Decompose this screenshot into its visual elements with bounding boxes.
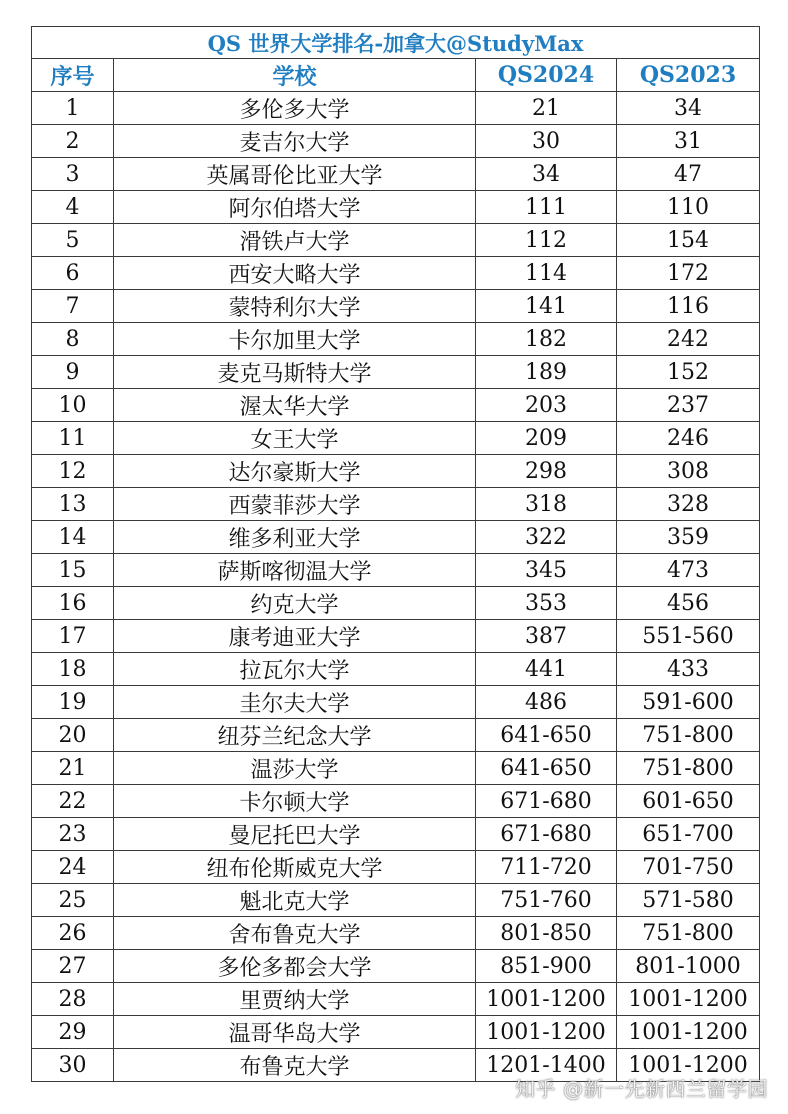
index-cell: 22 (32, 785, 114, 818)
index-cell: 18 (32, 653, 114, 686)
table-row (32, 554, 760, 587)
qs2023-cell: 34 (617, 92, 760, 125)
qs2024-cell: 801-850 (476, 917, 617, 950)
index-cell: 16 (32, 587, 114, 620)
qs2024-cell: 209 (476, 422, 617, 455)
qs2023-cell: 571-580 (617, 884, 760, 917)
index-cell: 14 (32, 521, 114, 554)
index-cell: 20 (32, 719, 114, 752)
qs2023-cell: 246 (617, 422, 760, 455)
qs2024-cell: 30 (476, 125, 617, 158)
qs2024-cell: 345 (476, 554, 617, 587)
index-cell: 3 (32, 158, 114, 191)
qs2024-cell: 189 (476, 356, 617, 389)
index-cell: 15 (32, 554, 114, 587)
qs2024-cell: 203 (476, 389, 617, 422)
qs2024-cell: 711-720 (476, 851, 617, 884)
index-cell: 30 (32, 1049, 114, 1082)
qs2024-cell: 318 (476, 488, 617, 521)
table-row (32, 224, 760, 257)
watermark: 知乎 @新一先新西兰留学园 (515, 1077, 768, 1101)
index-cell: 11 (32, 422, 114, 455)
table-row (32, 686, 760, 719)
qs2023-cell: 801-1000 (617, 950, 760, 983)
table-row (32, 455, 760, 488)
qs2023-cell: 701-750 (617, 851, 760, 884)
table-row (32, 356, 760, 389)
ranking-table (31, 26, 760, 1082)
qs2024-cell: 114 (476, 257, 617, 290)
qs2023-cell: 308 (617, 455, 760, 488)
school-cell: 里贾纳大学 (114, 983, 476, 1016)
table-row (32, 785, 760, 818)
table-row (32, 125, 760, 158)
qs2023-cell: 328 (617, 488, 760, 521)
school-cell: 布鲁克大学 (114, 1049, 476, 1082)
column-header-qs2023: QS2023 (617, 59, 760, 92)
school-cell: 约克大学 (114, 587, 476, 620)
school-cell: 拉瓦尔大学 (114, 653, 476, 686)
school-cell: 曼尼托巴大学 (114, 818, 476, 851)
qs2024-cell: 141 (476, 290, 617, 323)
table-row (32, 92, 760, 125)
qs2023-cell: 110 (617, 191, 760, 224)
qs2023-cell: 473 (617, 554, 760, 587)
qs2023-cell: 1001-1200 (617, 1049, 760, 1082)
qs2023-cell: 1001-1200 (617, 1016, 760, 1049)
school-cell: 萨斯喀彻温大学 (114, 554, 476, 587)
school-cell: 蒙特利尔大学 (114, 290, 476, 323)
school-cell: 温莎大学 (114, 752, 476, 785)
school-cell: 阿尔伯塔大学 (114, 191, 476, 224)
qs2023-cell: 237 (617, 389, 760, 422)
school-cell: 多伦多都会大学 (114, 950, 476, 983)
table-row (32, 422, 760, 455)
qs2023-cell: 591-600 (617, 686, 760, 719)
column-header-index: 序号 (32, 59, 114, 92)
school-cell: 舍布鲁克大学 (114, 917, 476, 950)
qs2024-cell: 353 (476, 587, 617, 620)
table-row (32, 323, 760, 356)
qs2023-cell: 172 (617, 257, 760, 290)
qs2024-cell: 34 (476, 158, 617, 191)
school-cell: 滑铁卢大学 (114, 224, 476, 257)
qs2023-cell: 651-700 (617, 818, 760, 851)
qs2024-cell: 671-680 (476, 785, 617, 818)
table-row (32, 191, 760, 224)
qs2024-cell: 298 (476, 455, 617, 488)
qs2023-cell: 751-800 (617, 719, 760, 752)
qs2023-cell: 31 (617, 125, 760, 158)
qs2023-cell: 359 (617, 521, 760, 554)
index-cell: 17 (32, 620, 114, 653)
school-cell: 渥太华大学 (114, 389, 476, 422)
qs2024-cell: 182 (476, 323, 617, 356)
title-row (32, 27, 760, 59)
qs2024-cell: 1201-1400 (476, 1049, 617, 1082)
qs2024-cell: 387 (476, 620, 617, 653)
qs2023-cell: 47 (617, 158, 760, 191)
school-cell: 多伦多大学 (114, 92, 476, 125)
school-cell: 卡尔顿大学 (114, 785, 476, 818)
table-row (32, 620, 760, 653)
header-row (32, 59, 760, 92)
index-cell: 13 (32, 488, 114, 521)
table-row (32, 851, 760, 884)
index-cell: 4 (32, 191, 114, 224)
table-row (32, 653, 760, 686)
school-cell: 温哥华岛大学 (114, 1016, 476, 1049)
index-cell: 25 (32, 884, 114, 917)
index-cell: 21 (32, 752, 114, 785)
qs2024-cell: 641-650 (476, 719, 617, 752)
school-cell: 英属哥伦比亚大学 (114, 158, 476, 191)
index-cell: 8 (32, 323, 114, 356)
school-cell: 维多利亚大学 (114, 521, 476, 554)
qs2024-cell: 322 (476, 521, 617, 554)
school-cell: 康考迪亚大学 (114, 620, 476, 653)
qs2023-cell: 152 (617, 356, 760, 389)
index-cell: 27 (32, 950, 114, 983)
column-header-school: 学校 (114, 59, 476, 92)
table-body (32, 92, 760, 1082)
index-cell: 26 (32, 917, 114, 950)
qs2024-cell: 641-650 (476, 752, 617, 785)
table-row (32, 1016, 760, 1049)
table-row (32, 389, 760, 422)
qs2024-cell: 486 (476, 686, 617, 719)
table-row (32, 752, 760, 785)
index-cell: 24 (32, 851, 114, 884)
table-row (32, 917, 760, 950)
table-row (32, 521, 760, 554)
table-row (32, 983, 760, 1016)
table-row (32, 719, 760, 752)
qs2024-cell: 111 (476, 191, 617, 224)
school-cell: 西蒙菲莎大学 (114, 488, 476, 521)
table-row (32, 290, 760, 323)
table-row (32, 818, 760, 851)
index-cell: 6 (32, 257, 114, 290)
table-row (32, 158, 760, 191)
school-cell: 麦克马斯特大学 (114, 356, 476, 389)
index-cell: 10 (32, 389, 114, 422)
qs2023-cell: 751-800 (617, 917, 760, 950)
qs2024-cell: 112 (476, 224, 617, 257)
qs2024-cell: 441 (476, 653, 617, 686)
school-cell: 纽芬兰纪念大学 (114, 719, 476, 752)
qs2024-cell: 1001-1200 (476, 983, 617, 1016)
column-header-qs2024: QS2024 (476, 59, 617, 92)
index-cell: 28 (32, 983, 114, 1016)
index-cell: 2 (32, 125, 114, 158)
qs2023-cell: 456 (617, 587, 760, 620)
qs2023-cell: 601-650 (617, 785, 760, 818)
index-cell: 19 (32, 686, 114, 719)
index-cell: 1 (32, 92, 114, 125)
qs2023-cell: 154 (617, 224, 760, 257)
qs2023-cell: 551-560 (617, 620, 760, 653)
index-cell: 12 (32, 455, 114, 488)
school-cell: 圭尔夫大学 (114, 686, 476, 719)
qs2023-cell: 1001-1200 (617, 983, 760, 1016)
school-cell: 女王大学 (114, 422, 476, 455)
table-row (32, 950, 760, 983)
qs2023-cell: 242 (617, 323, 760, 356)
table-title: QS 世界大学排名-加拿大@StudyMax (32, 27, 760, 59)
qs2023-cell: 751-800 (617, 752, 760, 785)
table-row (32, 587, 760, 620)
table-row (32, 488, 760, 521)
qs2024-cell: 751-760 (476, 884, 617, 917)
index-cell: 9 (32, 356, 114, 389)
school-cell: 西安大略大学 (114, 257, 476, 290)
qs2023-cell: 116 (617, 290, 760, 323)
table-row (32, 257, 760, 290)
school-cell: 魁北克大学 (114, 884, 476, 917)
index-cell: 29 (32, 1016, 114, 1049)
school-cell: 纽布伦斯威克大学 (114, 851, 476, 884)
index-cell: 7 (32, 290, 114, 323)
index-cell: 5 (32, 224, 114, 257)
index-cell: 23 (32, 818, 114, 851)
school-cell: 麦吉尔大学 (114, 125, 476, 158)
school-cell: 卡尔加里大学 (114, 323, 476, 356)
school-cell: 达尔豪斯大学 (114, 455, 476, 488)
qs2023-cell: 433 (617, 653, 760, 686)
qs2024-cell: 671-680 (476, 818, 617, 851)
qs2024-cell: 21 (476, 92, 617, 125)
qs2024-cell: 851-900 (476, 950, 617, 983)
table-row (32, 884, 760, 917)
qs2024-cell: 1001-1200 (476, 1016, 617, 1049)
